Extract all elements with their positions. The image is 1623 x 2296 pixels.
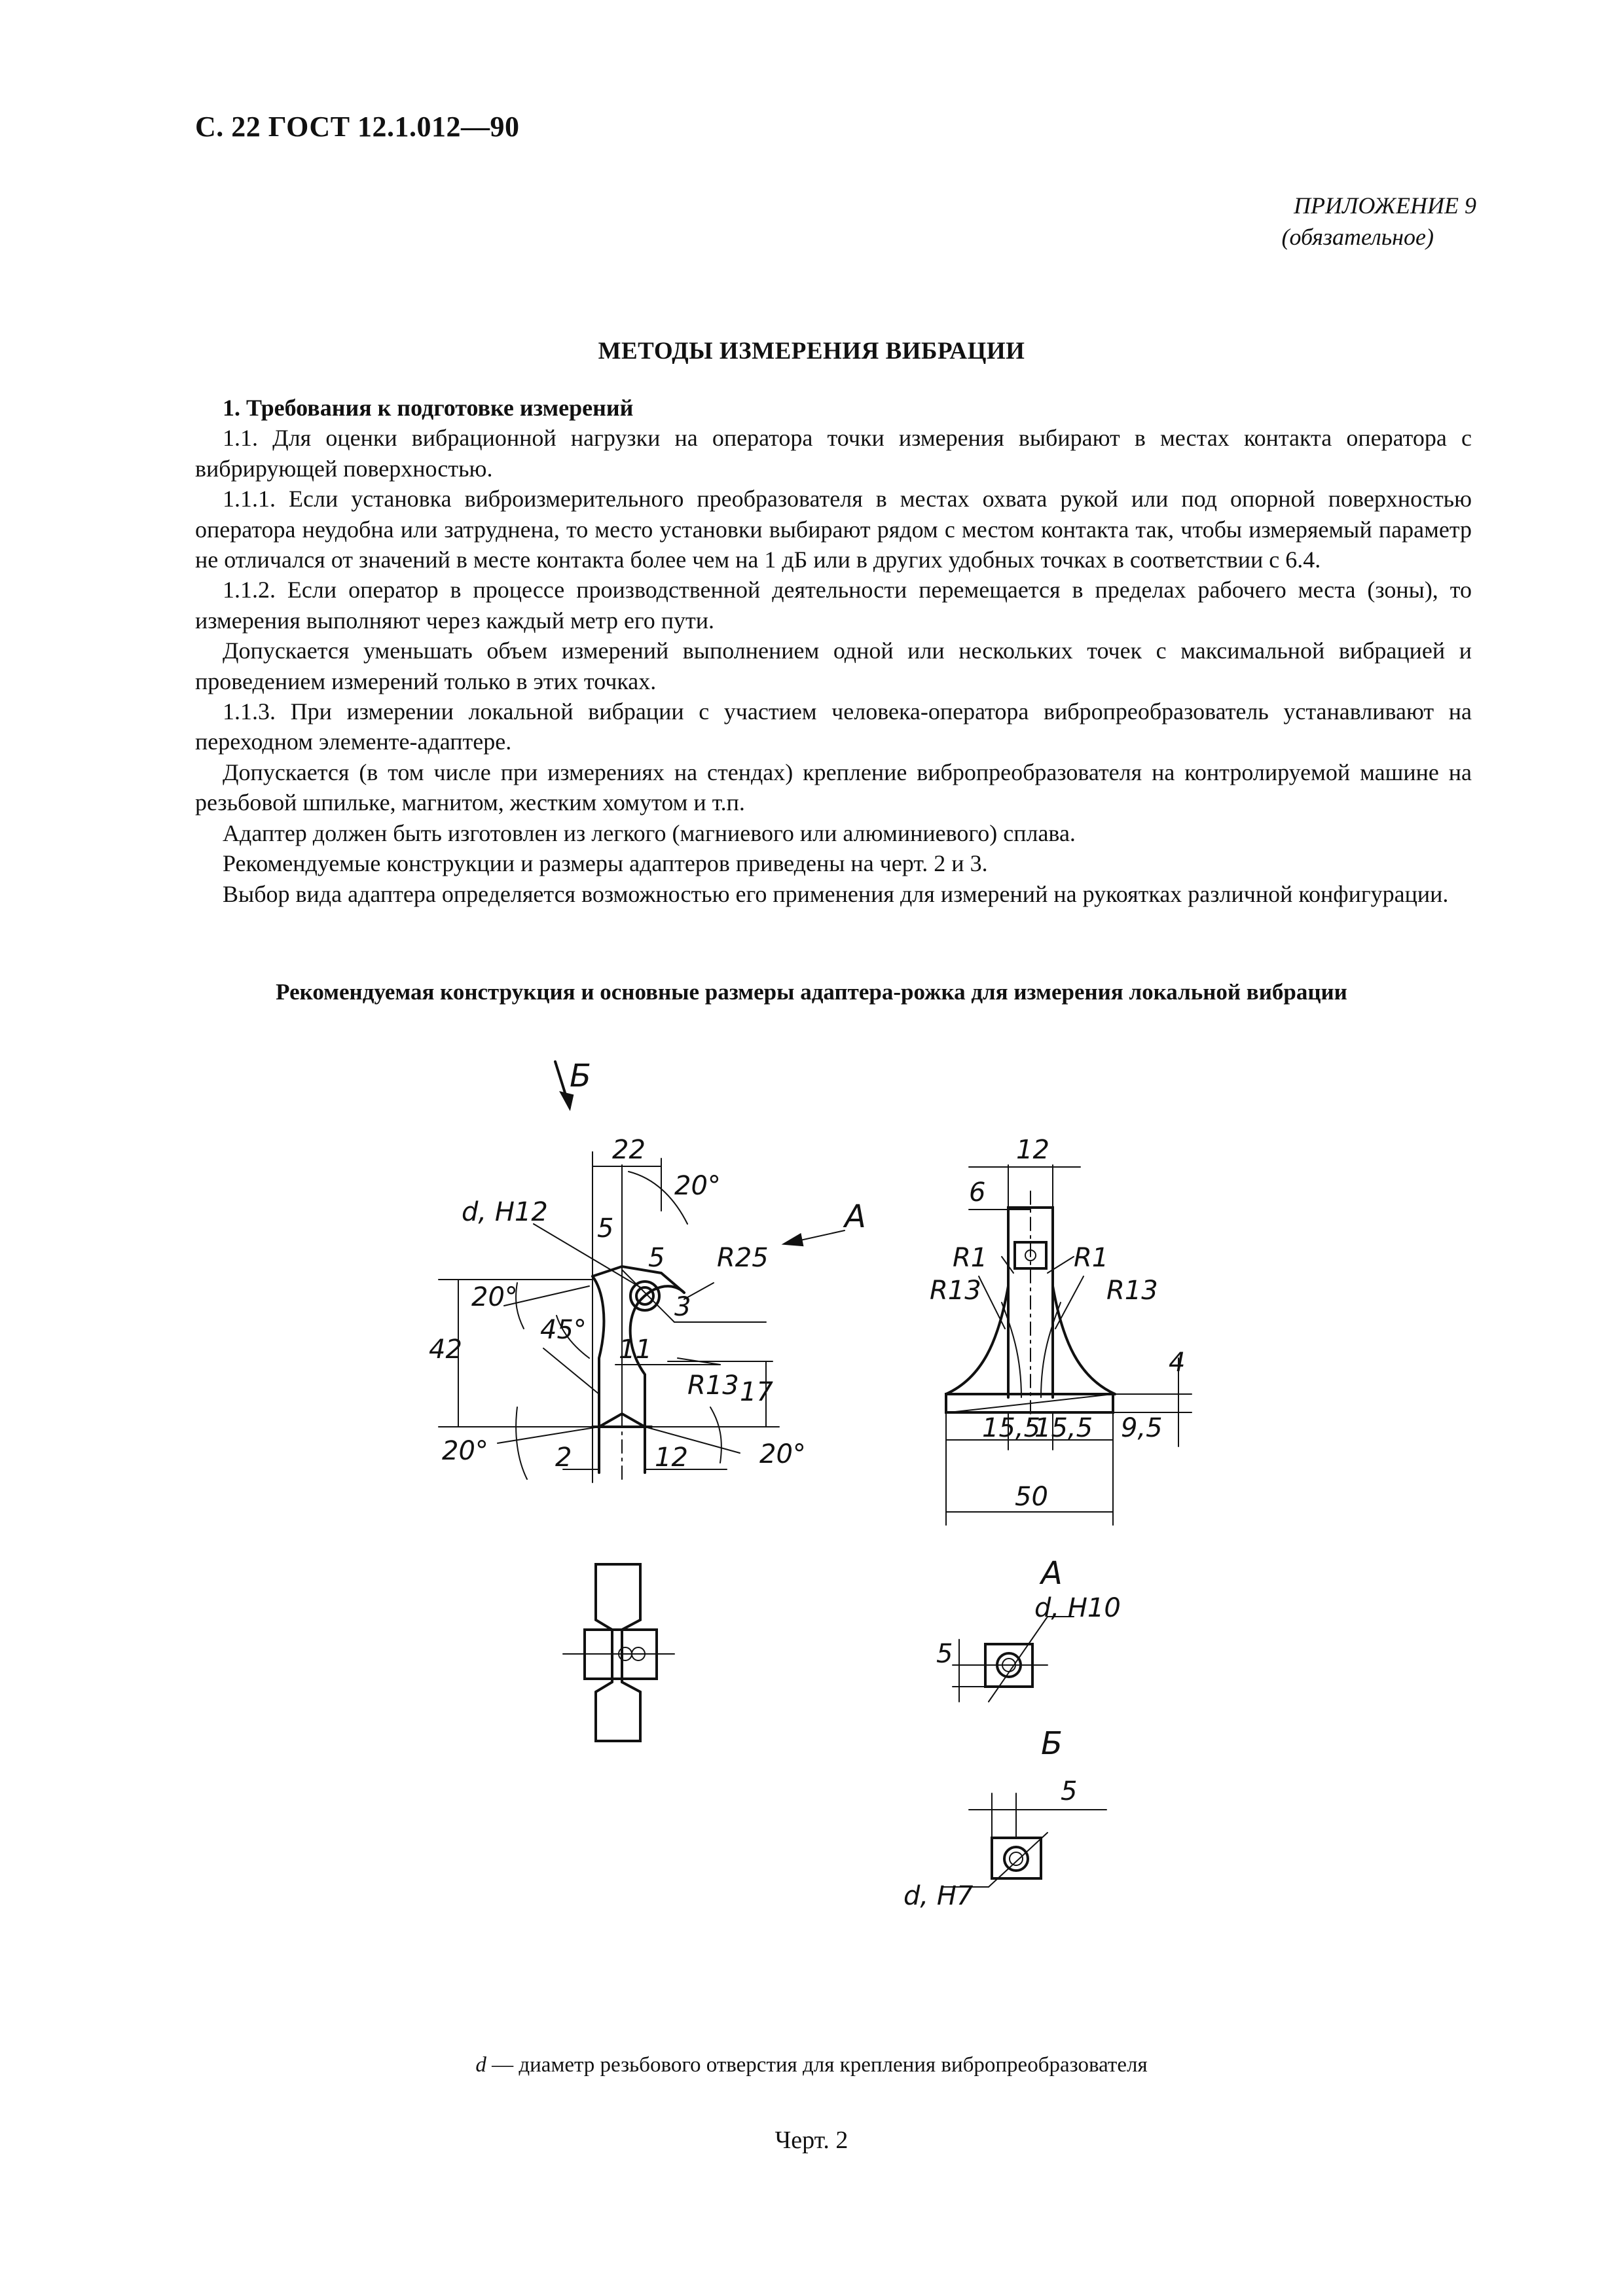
front-r1-left: R1 <box>953 1243 988 1273</box>
dim-3: 3 <box>674 1292 691 1322</box>
top-view <box>563 1564 674 1741</box>
dim-angle-20-bl: 20° <box>442 1436 488 1466</box>
appendix-label <box>1282 190 1477 253</box>
dim-angle-20-top: 20° <box>674 1171 721 1201</box>
view-a-title: А <box>1041 1555 1063 1592</box>
label-b-view: Б <box>570 1058 591 1094</box>
label-a-view: А <box>845 1198 866 1235</box>
paragraph: Допускается (в том числе при измерениях на стендах) крепление вибропреобразователя на контролируемой машине на резьбовой шпильке, магнитом, жестким хомутом и т.п. <box>195 759 1472 816</box>
view-a <box>953 1617 1074 1702</box>
dim-42: 42 <box>429 1335 462 1365</box>
appendix-number: ПРИЛОЖЕНИЕ 9 <box>1294 192 1476 219</box>
dim-5a: 5 <box>597 1213 614 1244</box>
paragraph: 1.1.1. Если установка виброизмерительного преобразователя в местах охвата рукой или под опорной поверхностью оператора неудобна или затруднена, то место установки выбирают рядом с местом контакта так, чтобы измеряемый параметр не отличался от значений в месте контакта более чем на 1 дБ или в других удобных точках в соответствии с 6.4. <box>195 486 1472 573</box>
page-header: С. 22 ГОСТ 12.1.012—90 <box>195 111 520 143</box>
paragraph: Допускается уменьшать объем измерений выполнением одной или нескольких точек с максимальной вибрацией и проведением измерений только в этих точках. <box>195 637 1472 694</box>
section-title: МЕТОДЫ ИЗМЕРЕНИЯ ВИБРАЦИИ <box>598 338 1025 365</box>
dim-12: 12 <box>655 1443 688 1473</box>
front-r1-right: R1 <box>1074 1243 1109 1273</box>
appendix-note: (обязательное) <box>1281 224 1434 250</box>
view-b-title: Б <box>1041 1725 1063 1762</box>
dim-22: 22 <box>612 1135 646 1165</box>
dim-d-h12: d, H12 <box>462 1197 548 1227</box>
figure-caption <box>0 2053 1623 2077</box>
front-r13-left: R13 <box>930 1276 981 1306</box>
caption-text: — диаметр резьбового отверстия для крепления вибропреобразователя <box>486 2053 1148 2077</box>
paragraph: Рекомендуемые конструкции и размеры адаптеров приведены на черт. 2 и 3. <box>223 850 988 877</box>
dim-11: 11 <box>619 1335 652 1365</box>
body-text <box>195 393 1472 909</box>
dim-angle-20-left: 20° <box>471 1282 518 1312</box>
front-dim-4: 4 <box>1169 1348 1186 1378</box>
front-r13-right: R13 <box>1106 1276 1158 1306</box>
dim-2: 2 <box>555 1443 572 1473</box>
dim-r25: R25 <box>717 1243 769 1273</box>
view-a-dim-5: 5 <box>936 1639 953 1669</box>
paragraph: Адаптер должен быть изготовлен из легкого (магниевого или алюминиевого) сплава. <box>223 819 1076 846</box>
dim-5b: 5 <box>648 1243 665 1273</box>
drawing-labels <box>429 1058 1185 1911</box>
caption-symbol: d <box>475 2053 486 2077</box>
figure-title: Рекомендуемая конструкция и основные размеры адаптера-рожка для измерения локальной вибрации <box>276 979 1347 1005</box>
view-a-d-h10: d, H10 <box>1034 1593 1121 1623</box>
paragraph: 1.1. Для оценки вибрационной нагрузки на оператора точки измерения выбирают в местах контакта оператора с вибрирующей поверхностью. <box>195 425 1472 482</box>
paragraph: Выбор вида адаптера определяется возможностью его применения для измерений на рукоятках различной конфигурации. <box>223 880 1449 907</box>
front-dim-15-5b: 15,5 <box>1034 1413 1093 1443</box>
view-b-dim-5: 5 <box>1061 1776 1078 1806</box>
figure-number: Черт. 2 <box>775 2126 848 2154</box>
dim-r13: R13 <box>687 1371 739 1401</box>
side-view <box>439 1062 845 1482</box>
dim-angle-20-br: 20° <box>759 1439 806 1469</box>
technical-drawing <box>0 1021 1623 2068</box>
view-b <box>943 1793 1106 1887</box>
front-view <box>946 1165 1192 1525</box>
front-dim-6: 6 <box>969 1177 986 1208</box>
dim-angle-45: 45° <box>540 1315 587 1345</box>
paragraph: 1.1.2. Если оператор в процессе производственной деятельности перемещается в пределах рабочего места (зоны), то измерения выполняют через каждый метр его пути. <box>195 577 1472 634</box>
front-dim-9-5: 9,5 <box>1121 1413 1163 1443</box>
front-dim-15-5a: 15,5 <box>982 1413 1041 1443</box>
front-dim-50: 50 <box>1015 1482 1048 1512</box>
front-dim-12: 12 <box>1016 1135 1049 1165</box>
view-b-d-h7: d, H7 <box>903 1881 974 1911</box>
paragraph-heading: 1. Требования к подготовке измерений <box>223 395 634 421</box>
dim-17: 17 <box>740 1377 773 1407</box>
paragraph: 1.1.3. При измерении локальной вибрации с участием человека-оператора вибропреобразователь устанавливают на переходном элементе-адаптере. <box>195 698 1472 755</box>
